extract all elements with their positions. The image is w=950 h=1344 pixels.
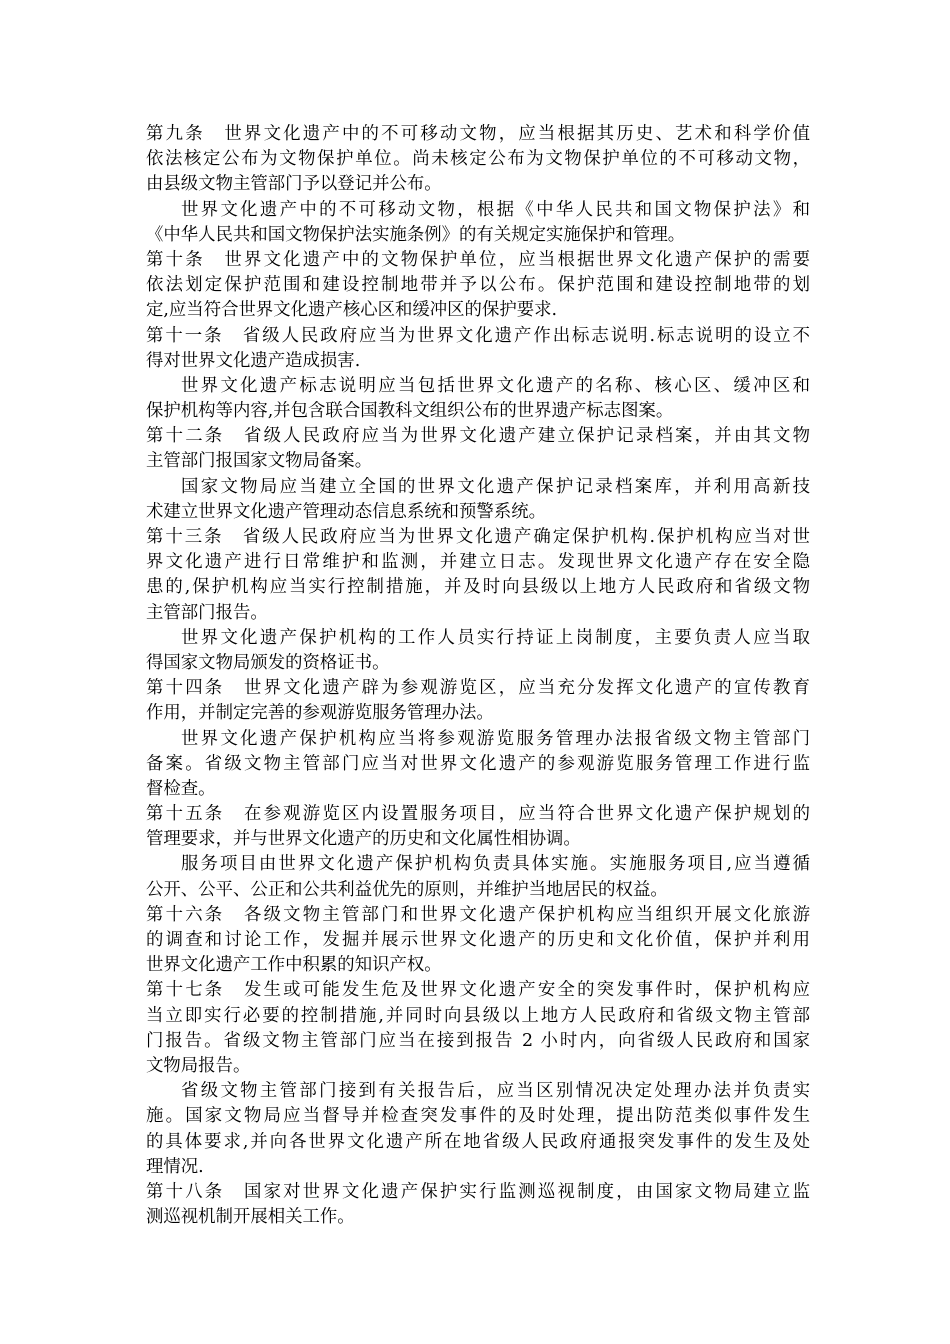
text-line: 服务项目由世界文化遗产保护机构负责具体实施。实施服务项目,应当遵循 (181, 854, 810, 875)
article-paragraph (146, 978, 810, 1079)
text-line: 国家文物局应当建立全国的世界文化遗产保护记录档案库，并利用高新技 (181, 476, 810, 497)
text-line: 主管部门报告。 (146, 602, 268, 623)
text-line: 当立即实行必要的控制措施,并同时向县级以上地方人民政府和省级文物主管部 (146, 1005, 810, 1026)
text-line: 第十条 世界文化遗产中的文物保护单位，应当根据世界文化遗产保护的需要 (146, 249, 810, 270)
article-paragraph (146, 802, 810, 852)
text-line: 管理要求，并与世界文化遗产的历史和文化属性相协调。 (146, 829, 581, 850)
text-line: 由县级文物主管部门予以登记并公布。 (146, 174, 442, 195)
text-line: 的调查和讨论工作，发掘并展示世界文化遗产的历史和文化价值，保护并利用 (146, 930, 810, 950)
text-line: 第十三条 省级人民政府应当为世界文化遗产确定保护机构.保护机构应当对世 (146, 527, 810, 547)
article-paragraph (146, 1180, 810, 1230)
text-line: 督检查。 (146, 778, 216, 799)
text-line: 世界文化遗产中的不可移动文物，根据《中华人民共和国文物保护法》和 (181, 199, 810, 220)
body-paragraph (146, 852, 810, 902)
text-line: 施。国家文物局应当督导并检查突发事件的及时处理，提出防范类似事件发生 (146, 1106, 810, 1127)
article-paragraph (146, 903, 810, 979)
text-line: 得国家文物局颁发的资格证书。 (146, 652, 390, 673)
text-line: 得对世界文化遗产造成损害. (146, 350, 361, 371)
text-line: 文物局报告。 (146, 1055, 251, 1076)
article-paragraph (146, 324, 810, 374)
body-paragraph (146, 727, 810, 803)
article-paragraph (146, 525, 810, 626)
text-line: 第十七条 发生或可能发生危及世界文化遗产安全的突发事件时，保护机构应 (146, 980, 810, 1001)
text-line: 世界文化遗产标志说明应当包括世界文化遗产的名称、核心区、缓冲区和 (181, 375, 810, 396)
text-line: 世界文化遗产保护机构应当将参观游览服务管理办法报省级文物主管部门 (181, 728, 810, 749)
text-line: 界文化遗产进行日常维护和监测，并建立日志。发现世界文化遗产存在安全隐 (146, 552, 810, 573)
text-line: 第十二条 省级人民政府应当为世界文化遗产建立保护记录档案，并由其文物 (146, 426, 810, 447)
text-line: 依法核定公布为文物保护单位。尚未核定公布为文物保护单位的不可移动文物， (146, 149, 810, 170)
text-line: 定,应当符合世界文化遗产核心区和缓冲区的保护要求. (146, 300, 558, 321)
body-paragraph (146, 475, 810, 525)
text-line: 第十四条 世界文化遗产辟为参观游览区，应当充分发挥文化遗产的宣传教育 (146, 678, 810, 699)
body-paragraph (146, 1079, 810, 1180)
text-line: 测巡视机制开展相关工作。 (146, 1207, 355, 1228)
text-line: 世界文化遗产工作中积累的知识产权。 (146, 955, 442, 976)
document-body (146, 122, 810, 1230)
text-line: 第十八条 国家对世界文化遗产保护实行监测巡视制度，由国家文物局建立监 (146, 1181, 810, 1202)
text-line: 第十五条 在参观游览区内设置服务项目，应当符合世界文化遗产保护规划的 (146, 804, 810, 825)
body-paragraph (146, 374, 810, 424)
text-line: 依法划定保护范围和建设控制地带并予以公布。保护范围和建设控制地带的划 (146, 275, 810, 296)
text-line: 第十六条 各级文物主管部门和世界文化遗产保护机构应当组织开展文化旅游 (146, 904, 810, 925)
text-line: 理情况. (146, 1156, 204, 1177)
text-line: 备案。省级文物主管部门应当对世界文化遗产的参观游览服务管理工作进行监 (146, 753, 810, 774)
article-paragraph (146, 424, 810, 474)
text-line: 世界文化遗产保护机构的工作人员实行持证上岗制度，主要负责人应当取 (181, 627, 810, 648)
text-line: 的具体要求,并向各世界文化遗产所在地省级人民政府通报突发事件的发生及处 (146, 1131, 810, 1152)
text-line: 患的,保护机构应当实行控制措施，并及时向县级以上地方人民政府和省级文物 (146, 577, 810, 598)
text-line: 主管部门报国家文物局备案。 (146, 451, 373, 472)
text-line: 公开、公平、公正和公共利益优先的原则，并维护当地居民的权益。 (146, 879, 668, 900)
text-line: 《中华人民共和国文物保护法实施条例》的有关规定实施保护和管理。 (146, 224, 686, 245)
text-line: 保护机构等内容,并包含联合国教科文组织公布的世界遗产标志图案。 (146, 401, 674, 422)
text-line: 门报告。省级文物主管部门应当在接到报告 2 小时内，向省级人民政府和国家 (146, 1030, 810, 1051)
body-paragraph (146, 626, 810, 676)
body-paragraph (146, 198, 810, 248)
text-line: 术建立世界文化遗产管理动态信息系统和预警系统。 (146, 501, 546, 522)
article-paragraph (146, 676, 810, 726)
text-line: 第十一条 省级人民政府应当为世界文化遗产作出标志说明.标志说明的设立不 (146, 325, 810, 346)
text-line: 第九条 世界文化遗产中的不可移动文物，应当根据其历史、艺术和科学价值 (146, 124, 810, 144)
article-paragraph (146, 248, 810, 324)
text-line: 省级文物主管部门接到有关报告后，应当区别情况决定处理办法并负责实 (181, 1081, 810, 1102)
text-line: 作用，并制定完善的参观游览服务管理办法。 (146, 703, 494, 724)
article-paragraph (146, 122, 810, 198)
